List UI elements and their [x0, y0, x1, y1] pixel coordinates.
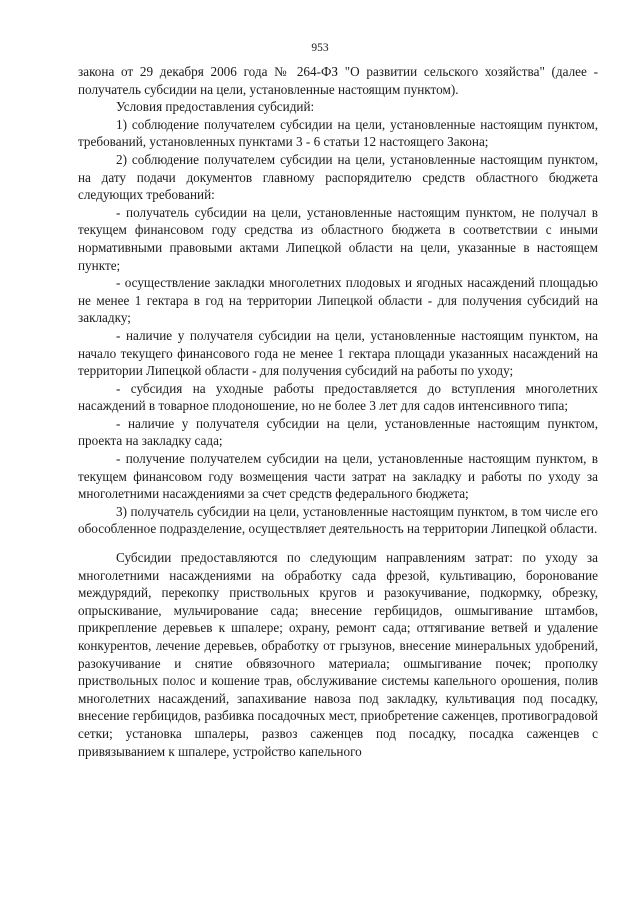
paragraph-1: закона от 29 декабря 2006 года № 264-ФЗ "О развитии сельского хозяйства" (далее - получатель субсидии на цели, установленные настоящим пунктом).: [78, 64, 598, 97]
paragraph-12: Субсидии предоставляются по следующим направлениям затрат: по уходу за многолетними насаждениями на обработку сада фрезой, культивацию, боронование междурядий, перекопку приствольных кругов и разокучивание, подкормку, обрезку, опрыскивание, мульчирование сада; внесение гербицидов, ошмыгивание штамбов, прикрепление деревьев к шпалере; охрану, ремонт сада; оттягивание ветвей и удаление конкурентов, лечение деревьев, обработку от грызунов, внесение минеральных удобрений, разокучивание и снятие обвязочного материала; ошмыгивание почек; прополку приствольных полос и кошение трав, обслуживание системы капельного орошения, полив многолетних насаждений, запахивание навоза под закладку, культивация под посадку, внесение гербицидов, разбивка посадочных мест, приобретение саженцев, противоградовой сетки; установка шпалеры, развоз саженцев под посадку, посадка саженцев с привязыванием к шпалере, устройство капельного: [78, 550, 598, 759]
document-body: [78, 63, 598, 760]
paragraph-8: - субсидия на уходные работы предоставляется до вступления многолетних насаждений в товарное плодоношение, но не более 3 лет для садов интенсивного типа;: [78, 380, 598, 414]
paragraph-3: 1) соблюдение получателем субсидии на цели, установленные настоящим пунктом, требований, установленных пунктами 3 - 6 статьи 12 настоящего Закона;: [78, 116, 598, 150]
paragraph-10: - получение получателем субсидии на цели, установленные настоящим пунктом, в текущем финансовом году возмещения части затрат на закладку и работы по уходу за многолетними насаждениями за счет средств федерального бюджета;: [78, 451, 598, 502]
paragraph-7: - наличие у получателя субсидии на цели, установленные настоящим пунктом, на начало текущего финансового года не менее 1 гектара площади указанных насаждений на территории Липецкой области - для получения субсидий на работы по уходу;: [78, 327, 598, 379]
paragraph-9: - наличие у получателя субсидии на цели, установленные настоящим пунктом, проекта на закладку сада;: [78, 415, 598, 449]
paragraph-11: 3) получатель субсидии на цели, установленные настоящим пунктом, в том числе его обособленное подразделение, осуществляет деятельность на территории Липецкой области.: [78, 503, 598, 537]
paragraph-4: 2) соблюдение получателем субсидии на цели, установленные настоящим пунктом, на дату подачи документов главному распорядителю средств областного бюджета следующих требований:: [78, 151, 598, 203]
page-number: 953: [311, 42, 329, 54]
paragraph-5: - получатель субсидии на цели, установленные настоящим пунктом, не получал в текущем финансовом году средства из областного бюджета в соответствии с иными нормативными правовыми актами Липецкой области на цели, указанные в настоящем пункте;: [78, 204, 598, 273]
paragraph-6: - осуществление закладки многолетних плодовых и ягодных насаждений площадью не менее 1 гектара в год на территории Липецкой области - для получения субсидий на закладку;: [78, 275, 598, 326]
paragraph-2: Условия предоставления субсидий:: [116, 99, 315, 115]
